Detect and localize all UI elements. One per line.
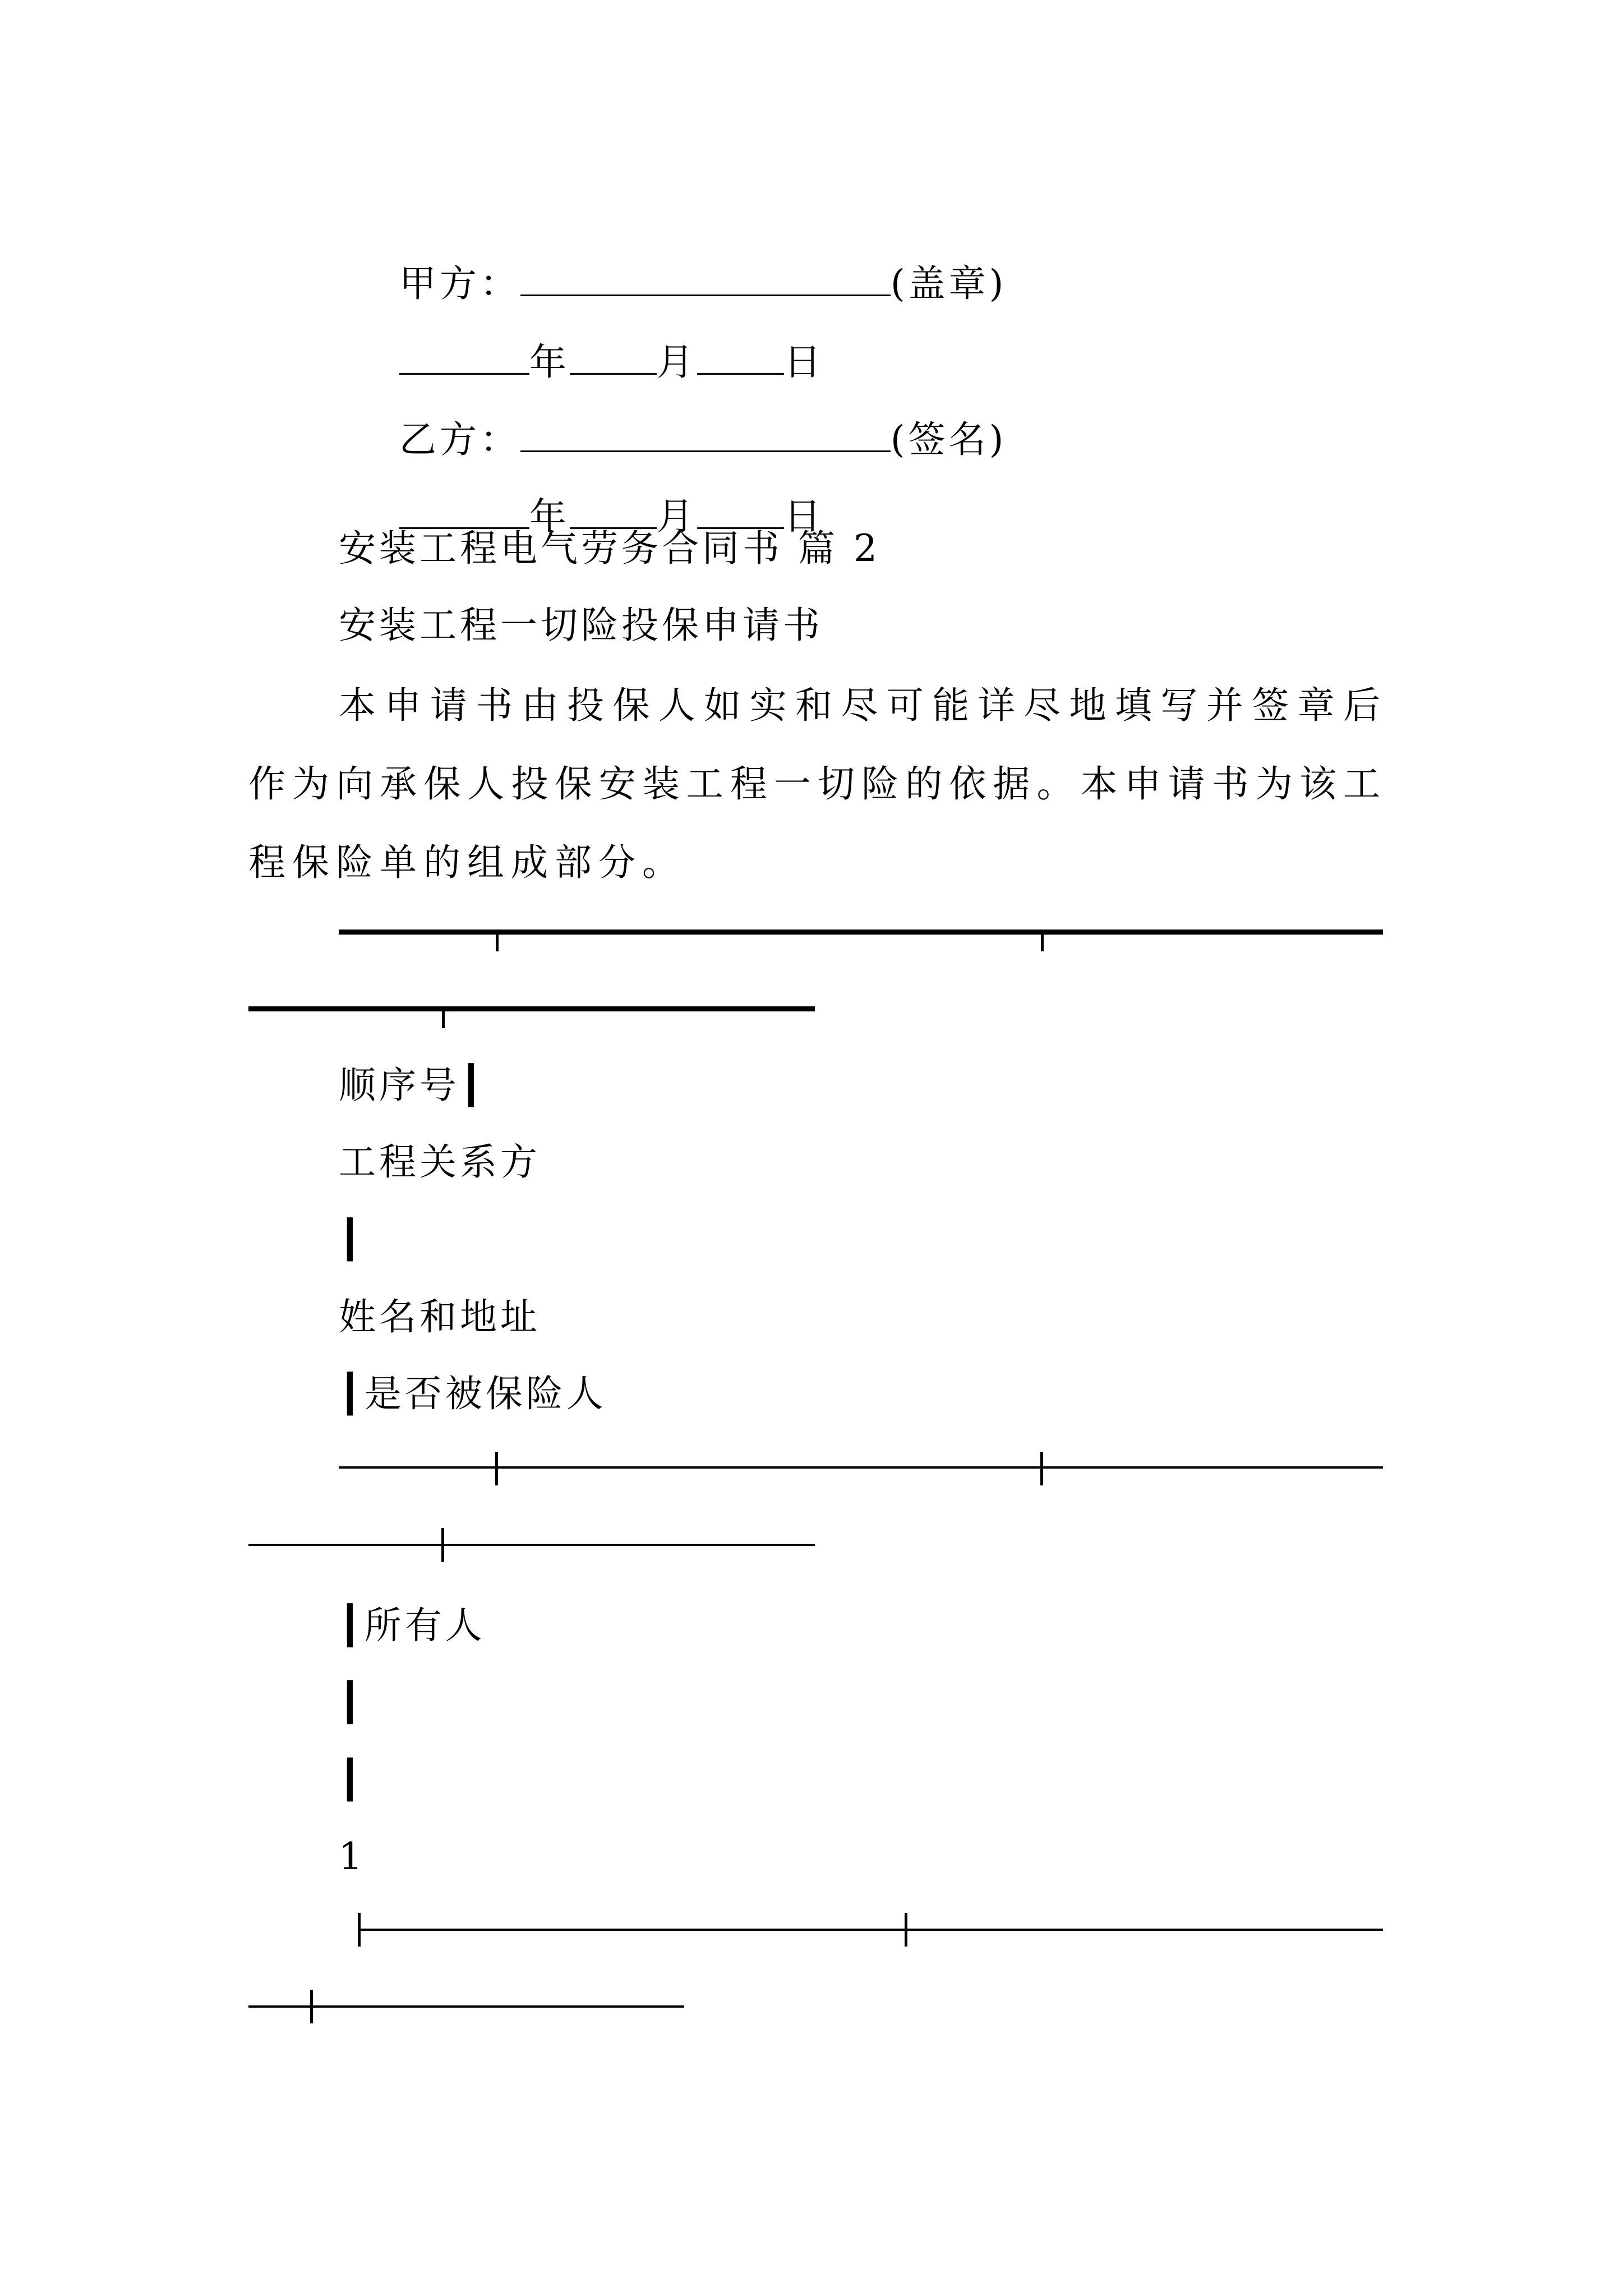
month-label: 月 xyxy=(656,495,697,538)
month-label: 月 xyxy=(656,341,697,384)
year-label: 年 xyxy=(529,495,570,538)
table-column-separator: ┃ xyxy=(339,1218,365,1261)
day-blank[interactable] xyxy=(697,494,784,529)
party-a-suffix: (盖章) xyxy=(890,262,1007,305)
table-cross-tick xyxy=(358,1913,361,1947)
table-cross-tick xyxy=(310,1990,313,2023)
party-b-blank[interactable] xyxy=(520,417,891,452)
table-header-rule-continued xyxy=(248,1544,815,1546)
table-top-rule-continued xyxy=(248,1006,815,1011)
section-heading: 安装工程电气劳务合同书 篇 2 xyxy=(339,527,880,570)
table-column-separator: ┃ xyxy=(339,1681,365,1724)
table-cross-tick xyxy=(441,1528,444,1562)
table-cross-tick xyxy=(1040,1452,1043,1485)
table-header-project-party: 工程关系方 xyxy=(339,1140,541,1184)
table-header-is-insured: ┃是否被保险人 xyxy=(339,1372,607,1415)
day-label: 日 xyxy=(783,341,824,384)
year-blank[interactable] xyxy=(399,494,529,529)
table-cross-tick xyxy=(905,1913,907,1947)
day-blank[interactable] xyxy=(697,339,784,375)
table-header-name-address: 姓名和地址 xyxy=(339,1295,541,1338)
table-column-tick xyxy=(1041,933,1044,951)
month-blank[interactable] xyxy=(570,494,657,529)
table-cell-row-number: 1 xyxy=(339,1835,366,1878)
party-a-label: 甲方： xyxy=(399,262,520,305)
party-b-suffix: (签名) xyxy=(890,418,1007,461)
table-cell-owner: ┃所有人 xyxy=(339,1604,486,1647)
table-row-rule-continued xyxy=(248,2005,684,2008)
table-column-tick xyxy=(442,1010,445,1028)
intro-paragraph: 本申请书由投保人如实和尽可能详尽地填写并签章后作为向承保人投保安装工程一切险的依据。本申请书为该工程保险单的组成部分。 xyxy=(248,684,1387,884)
year-label: 年 xyxy=(529,341,570,384)
day-label: 日 xyxy=(783,495,824,538)
party-a-blank[interactable] xyxy=(520,261,891,296)
table-row-rule xyxy=(358,1929,1383,1931)
table-cross-tick xyxy=(495,1452,498,1485)
form-title: 安装工程一切险投保申请书 xyxy=(339,604,823,647)
table-column-separator: ┃ xyxy=(339,1758,365,1801)
month-blank[interactable] xyxy=(570,339,657,375)
table-column-tick xyxy=(496,933,499,951)
year-blank[interactable] xyxy=(399,339,529,375)
table-header-seq-no: 顺序号┃ xyxy=(339,1064,486,1107)
party-b-label: 乙方： xyxy=(399,418,520,461)
